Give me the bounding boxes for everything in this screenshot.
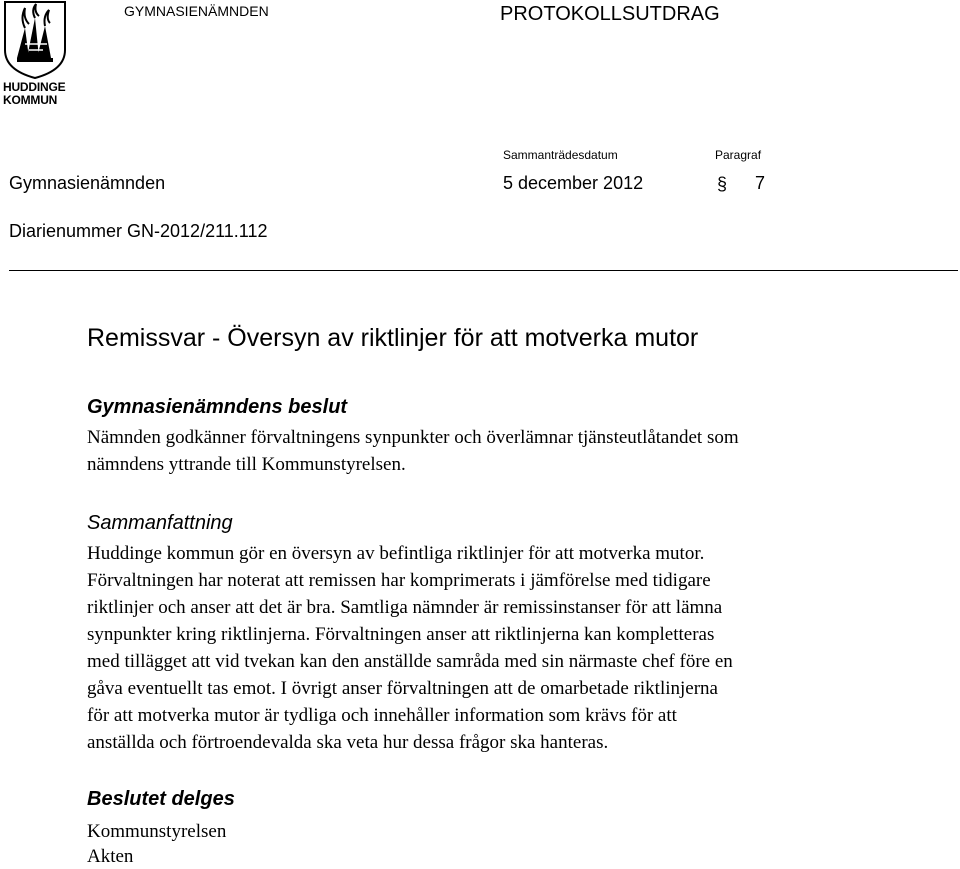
beslut-heading: Gymnasienämndens beslut <box>87 396 348 418</box>
delges-recipient: Kommunstyrelsen <box>87 821 227 842</box>
beslut-line: nämndens yttrande till Kommunstyrelsen. <box>87 454 406 475</box>
page-title: Remissvar - Översyn av riktlinjer för att motverka mutor <box>87 324 699 352</box>
delges-recipient: Akten <box>87 846 134 867</box>
sammanfattning-line: gåva eventuellt tas emot. I övrigt anser förvaltningen att de omarbetade riktlinjerna <box>87 678 718 699</box>
logo-text-line1: HUDDINGE <box>3 80 66 94</box>
sammanfattning-line: för att motverka mutor är tydliga och innehåller information som krävs för att <box>87 705 677 726</box>
sammanfattning-line: Förvaltningen har noterat att remissen har komprimerats i jämförelse med tidigare <box>87 570 711 591</box>
logo-text-line2: KOMMUN <box>3 93 58 107</box>
document-type: PROTOKOLLSUTDRAG <box>500 3 720 25</box>
header-divider <box>9 270 958 271</box>
organization-name: GYMNASIENÄMNDEN <box>124 3 269 19</box>
beslut-line: Nämnden godkänner förvaltningens synpunkter och överlämnar tjänsteutlåtandet som <box>87 427 739 448</box>
sammanfattning-line: synpunkter kring riktlinjerna. Förvaltningen anser att riktlinjerna kan kompletteras <box>87 624 715 645</box>
sammanfattning-line: anställda och förtroendevalda ska veta hur dessa frågor ska hanteras. <box>87 732 609 753</box>
paragraph-sign: § <box>717 174 728 194</box>
sammanfattning-heading: Sammanfattning <box>87 512 233 534</box>
date-label: Sammanträdesdatum <box>503 148 618 162</box>
sammanfattning-line: med tillägget att vid tvekan kan den anställde samråda med sin närmaste chef före en <box>87 651 733 672</box>
sammanfattning-line: riktlinjer och anser att det är bra. Samtliga nämnder är remissinstanser för att lämna <box>87 597 723 618</box>
coat-of-arms-icon <box>3 0 67 80</box>
diarienummer: Diarienummer GN-2012/211.112 <box>9 221 268 241</box>
committee-name: Gymnasienämnden <box>9 173 166 193</box>
logo-text <box>3 81 73 107</box>
paragraph-number: 7 <box>755 173 766 193</box>
delges-heading: Beslutet delges <box>87 788 235 810</box>
municipality-logo <box>3 0 69 108</box>
paragraph-label: Paragraf <box>715 148 762 162</box>
sammanfattning-line: Huddinge kommun gör en översyn av befintliga riktlinjer för att motverka mutor. <box>87 543 705 564</box>
meeting-date: 5 december 2012 <box>503 173 644 193</box>
